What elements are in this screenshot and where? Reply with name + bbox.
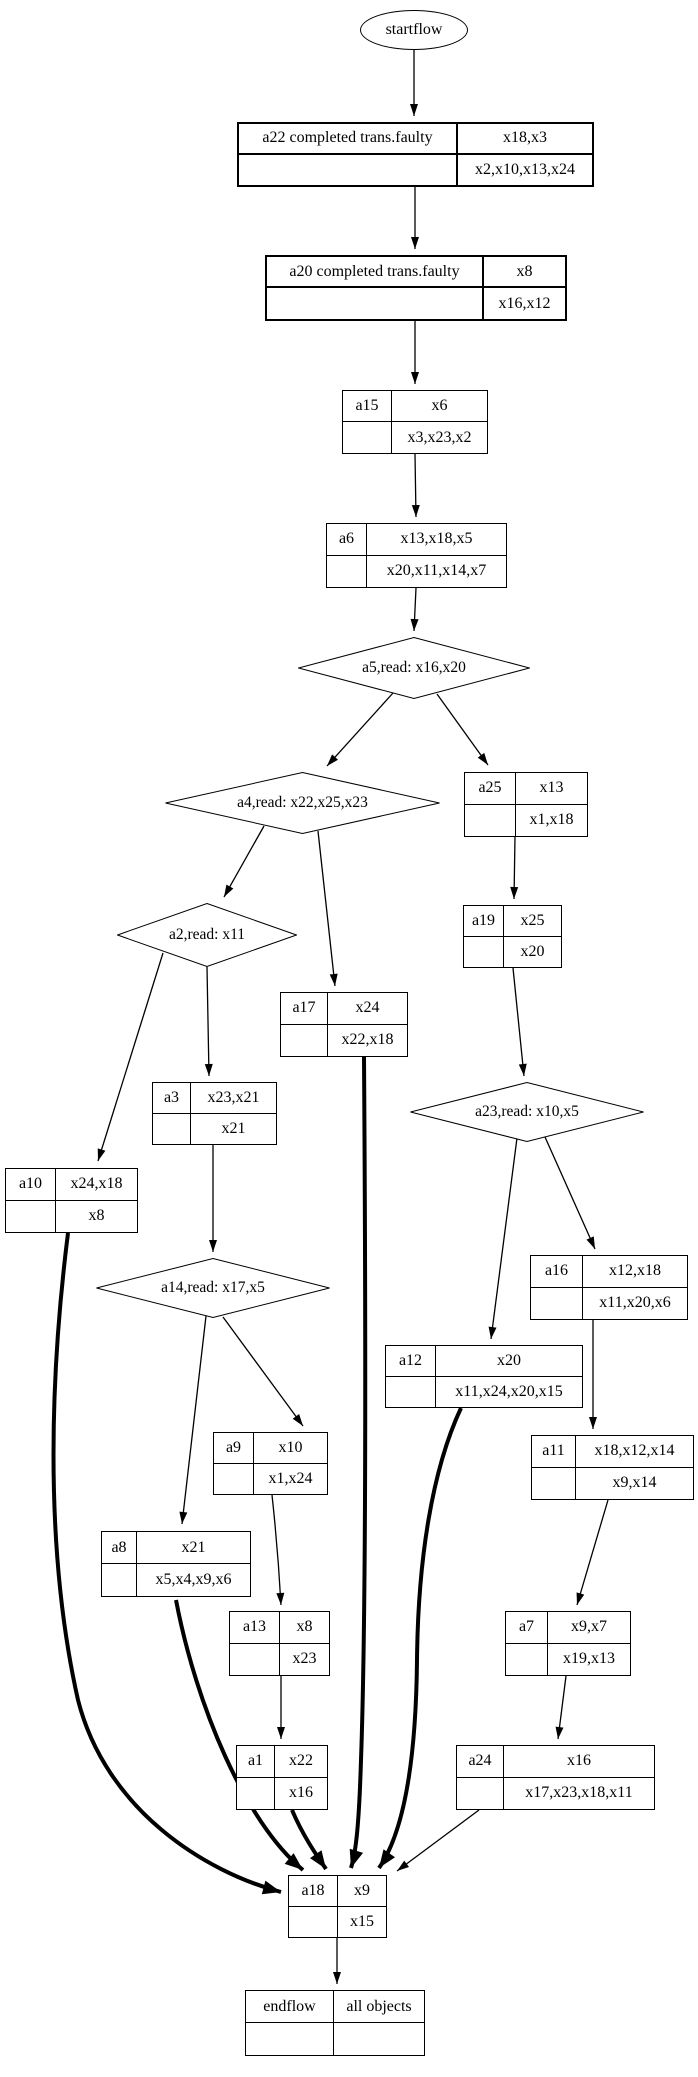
node-bottom-values: x3,x23,x2 bbox=[407, 428, 472, 446]
node-a7 bbox=[505, 1611, 631, 1676]
node-empty-cell bbox=[465, 805, 516, 837]
node-name-cell: a25 bbox=[465, 773, 516, 805]
node-bottom-values: x20,x11,x14,x7 bbox=[386, 562, 487, 580]
decision-label: a5,read: x16,x20 bbox=[362, 659, 466, 676]
edge-a23-a12 bbox=[491, 1138, 517, 1339]
node-bottom-values: x2,x10,x13,x24 bbox=[475, 160, 575, 178]
node-top-values: x9 bbox=[338, 1876, 386, 1907]
start-node bbox=[360, 10, 468, 50]
edge-a14-a8 bbox=[182, 1316, 206, 1524]
edge-a11-a7 bbox=[577, 1500, 608, 1605]
node-name-cell: a3 bbox=[153, 1083, 191, 1114]
node-a1 bbox=[236, 1745, 328, 1810]
node-top-values: all objects bbox=[334, 1991, 424, 2023]
node-a3 bbox=[152, 1082, 277, 1145]
edge-a7-a24 bbox=[558, 1676, 566, 1739]
decision-label: a14,read: x17,x5 bbox=[161, 1279, 265, 1296]
decision-label: a23,read: x10,x5 bbox=[475, 1103, 579, 1120]
node-name-cell: a22 completed trans.faulty bbox=[239, 124, 458, 155]
node-top-values: x25 bbox=[504, 906, 561, 937]
decision-node-a14 bbox=[96, 1258, 330, 1318]
node-empty-cell bbox=[281, 1025, 328, 1057]
node-name-cell: a9 bbox=[214, 1433, 254, 1464]
node-top-values: x13 bbox=[516, 773, 587, 805]
decision-node-a5 bbox=[298, 637, 530, 699]
node-empty-cell bbox=[214, 1464, 254, 1495]
node-a9 bbox=[213, 1432, 328, 1495]
node-a18 bbox=[288, 1875, 387, 1938]
edge-a5-a25 bbox=[437, 694, 488, 765]
node-empty-cell bbox=[532, 1468, 576, 1500]
node-a10 bbox=[5, 1168, 138, 1233]
decision-label: a4,read: x22,x25,x23 bbox=[237, 794, 368, 811]
node-empty-cell bbox=[506, 1644, 548, 1676]
edge-a23-a16 bbox=[545, 1137, 595, 1249]
edge-a5-a4 bbox=[327, 693, 393, 766]
node-a19 bbox=[463, 905, 562, 968]
node-name-cell: a12 bbox=[386, 1346, 436, 1377]
node-top-values: x23,x21 bbox=[191, 1083, 276, 1114]
node-bottom-values: x15 bbox=[350, 1912, 374, 1930]
node-name-cell: a15 bbox=[343, 391, 392, 422]
node-a17 bbox=[280, 992, 408, 1057]
edge-a17-a18 bbox=[351, 1057, 365, 1868]
edge-a9-a13 bbox=[272, 1495, 281, 1605]
node-a8 bbox=[101, 1531, 251, 1597]
node-bottom-values: x1,x24 bbox=[268, 1469, 313, 1487]
node-top-values: x24 bbox=[328, 993, 407, 1025]
node-name-cell: a8 bbox=[102, 1532, 137, 1564]
edge-a4-a17 bbox=[318, 831, 335, 986]
node-name-cell: a6 bbox=[327, 524, 367, 556]
node-bottom-values: x20 bbox=[520, 942, 545, 960]
node-empty-cell bbox=[246, 2023, 334, 2055]
node-name-cell: a24 bbox=[457, 1746, 504, 1778]
node-empty-cell bbox=[464, 937, 504, 968]
edge-a14-a9 bbox=[223, 1317, 303, 1426]
edge-a4-a2 bbox=[224, 826, 264, 897]
node-bottom-values: x5,x4,x9,x6 bbox=[155, 1571, 232, 1588]
node-bottom-values: x8 bbox=[88, 1207, 105, 1225]
node-empty-cell bbox=[457, 1778, 504, 1810]
node-bottom-values: x9,x14 bbox=[612, 1474, 657, 1492]
node-a13 bbox=[229, 1611, 330, 1676]
node-a12 bbox=[385, 1345, 583, 1408]
node-top-values: x8 bbox=[484, 257, 565, 288]
end-node bbox=[245, 1990, 425, 2056]
edge-a12-a18 bbox=[379, 1408, 461, 1868]
node-bottom-values: x11,x24,x20,x15 bbox=[455, 1382, 563, 1400]
node-bottom-values: x16,x12 bbox=[498, 294, 551, 312]
node-top-values: x22 bbox=[275, 1746, 327, 1778]
node-empty-cell bbox=[531, 1288, 583, 1320]
decision-node-a2 bbox=[117, 903, 297, 967]
node-name-cell: a7 bbox=[506, 1612, 548, 1644]
node-empty-cell bbox=[237, 1778, 275, 1810]
node-bottom-values: x23 bbox=[292, 1650, 317, 1668]
node-empty-cell bbox=[343, 422, 392, 453]
node-a11 bbox=[531, 1435, 694, 1500]
node-top-values: x13,x18,x5 bbox=[367, 524, 506, 556]
node-empty-cell bbox=[386, 1377, 436, 1408]
node-top-values: x10 bbox=[254, 1433, 327, 1464]
node-top-values: x18,x12,x14 bbox=[576, 1436, 693, 1468]
node-name-cell: endflow bbox=[246, 1991, 334, 2023]
node-empty-cell bbox=[6, 1201, 56, 1233]
node-name-cell: a13 bbox=[230, 1612, 280, 1644]
node-bottom-values: x17,x23,x18,x11 bbox=[525, 1784, 633, 1802]
node-name-cell: a19 bbox=[464, 906, 504, 937]
node-name-cell: a11 bbox=[532, 1436, 576, 1468]
decision-label: a2,read: x11 bbox=[168, 926, 246, 943]
node-bottom-values: x22,x18 bbox=[341, 1031, 394, 1049]
decision-node-a4 bbox=[165, 772, 440, 834]
node-top-values: x9,x7 bbox=[548, 1612, 630, 1644]
node-name-cell: a17 bbox=[281, 993, 328, 1025]
node-empty-cell bbox=[267, 288, 484, 319]
node-top-values: x20 bbox=[436, 1346, 582, 1377]
node-a6 bbox=[326, 523, 507, 588]
decision-node-a23 bbox=[410, 1082, 644, 1142]
node-a15 bbox=[342, 390, 488, 454]
node-empty-cell bbox=[289, 1907, 338, 1938]
edge-a25-a19 bbox=[514, 837, 515, 899]
node-top-values: x18,x3 bbox=[458, 124, 592, 155]
node-a25 bbox=[464, 772, 588, 837]
start-node-label: startflow bbox=[385, 21, 443, 38]
edge-a19-a23 bbox=[513, 968, 524, 1076]
node-bottom-values: x19,x13 bbox=[563, 1650, 615, 1668]
node-name-cell: a1 bbox=[237, 1746, 275, 1778]
node-top-values: x8 bbox=[280, 1612, 329, 1644]
node-top-values: x12,x18 bbox=[583, 1256, 687, 1288]
node-bottom-values bbox=[334, 2023, 424, 2055]
edge-a2-a3 bbox=[207, 967, 209, 1076]
edge-a24-a18 bbox=[397, 1810, 479, 1871]
node-bottom-values: x21 bbox=[221, 1119, 246, 1137]
node-top-values: x21 bbox=[137, 1532, 250, 1564]
node-empty-cell bbox=[327, 556, 367, 588]
node-empty-cell bbox=[153, 1114, 191, 1145]
node-top-values: x6 bbox=[392, 391, 487, 422]
node-a16 bbox=[530, 1255, 688, 1320]
node-name-cell: a16 bbox=[531, 1256, 583, 1288]
edge-a1-a18 bbox=[292, 1810, 326, 1869]
edge-a6-a5 bbox=[414, 588, 416, 631]
node-name-cell: a18 bbox=[289, 1876, 338, 1907]
node-top-values: x24,x18 bbox=[56, 1169, 137, 1201]
node-empty-cell bbox=[230, 1644, 280, 1676]
node-bottom-values: x16 bbox=[289, 1784, 313, 1802]
node-a20 bbox=[265, 255, 567, 321]
edge-a15-a6 bbox=[415, 454, 416, 517]
node-bottom-values: x11,x20,x6 bbox=[599, 1294, 671, 1312]
node-name-cell: a20 completed trans.faulty bbox=[267, 257, 484, 288]
node-a24 bbox=[456, 1745, 655, 1810]
node-bottom-values: x1,x18 bbox=[529, 811, 574, 829]
node-top-values: x16 bbox=[504, 1746, 654, 1778]
node-a22 bbox=[237, 122, 594, 187]
node-empty-cell bbox=[102, 1564, 137, 1596]
node-empty-cell bbox=[239, 155, 458, 186]
node-name-cell: a10 bbox=[6, 1169, 56, 1201]
